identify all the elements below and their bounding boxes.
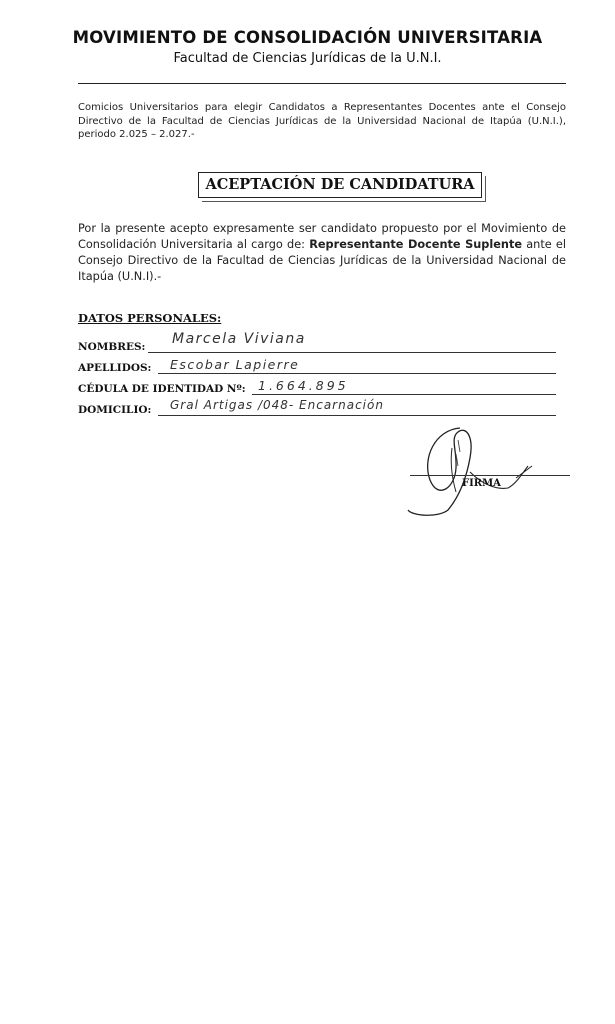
cedula-value: 1.664.895	[258, 378, 349, 393]
header-divider	[78, 83, 566, 84]
nombres-label: NOMBRES:	[78, 341, 146, 353]
signature-label: FIRMA	[462, 478, 501, 489]
faculty-subtitle: Facultad de Ciencias Jurídicas de la U.N.I.	[173, 51, 442, 66]
domicilio-line	[158, 415, 556, 416]
cedula-label: CÉDULA DE IDENTIDAD Nº:	[78, 383, 246, 395]
acceptance-statement	[78, 221, 566, 285]
statement-text-1: Por la presente acepto expresamente ser candidato propuesto por el Movimiento de Consolidación Universitaria al cargo de:	[78, 222, 566, 251]
cedula-line	[252, 394, 556, 395]
apellidos-line	[158, 373, 556, 374]
apellidos-value: Escobar Lapierre	[170, 357, 300, 372]
personal-data-heading: DATOS PERSONALES:	[78, 311, 222, 325]
statement-text-2: ante el Consejo Directivo de la Facultad de Ciencias Jurídicas de la Universidad Nacional de Itapúa (U.N.I).-	[78, 238, 567, 283]
document-title: ACEPTACIÓN DE CANDIDATURA	[198, 172, 482, 198]
domicilio-label: DOMICILIO:	[78, 404, 152, 416]
election-intro-text: Comicios Universitarios para elegir Candidatos a Representantes Docentes ante el Consejo Directivo de la Facultad de Ciencias Jurídicas de la Universidad Nacional de Itapúa (U.N.I.), periodo 2.025 – 2.027.-	[78, 102, 566, 140]
signature-line	[410, 475, 570, 476]
organization-title: MOVIMIENTO DE CONSOLIDACIÓN UNIVERSITARIA	[72, 28, 543, 47]
statement-position: Representante Docente Suplente	[309, 238, 523, 251]
apellidos-label: APELLIDOS:	[78, 362, 152, 374]
domicilio-value: Gral Artigas /048- Encarnación	[170, 398, 384, 412]
handwritten-signature	[400, 418, 540, 523]
nombres-value: Marcela Viviana	[172, 331, 306, 347]
nombres-line	[148, 352, 556, 353]
